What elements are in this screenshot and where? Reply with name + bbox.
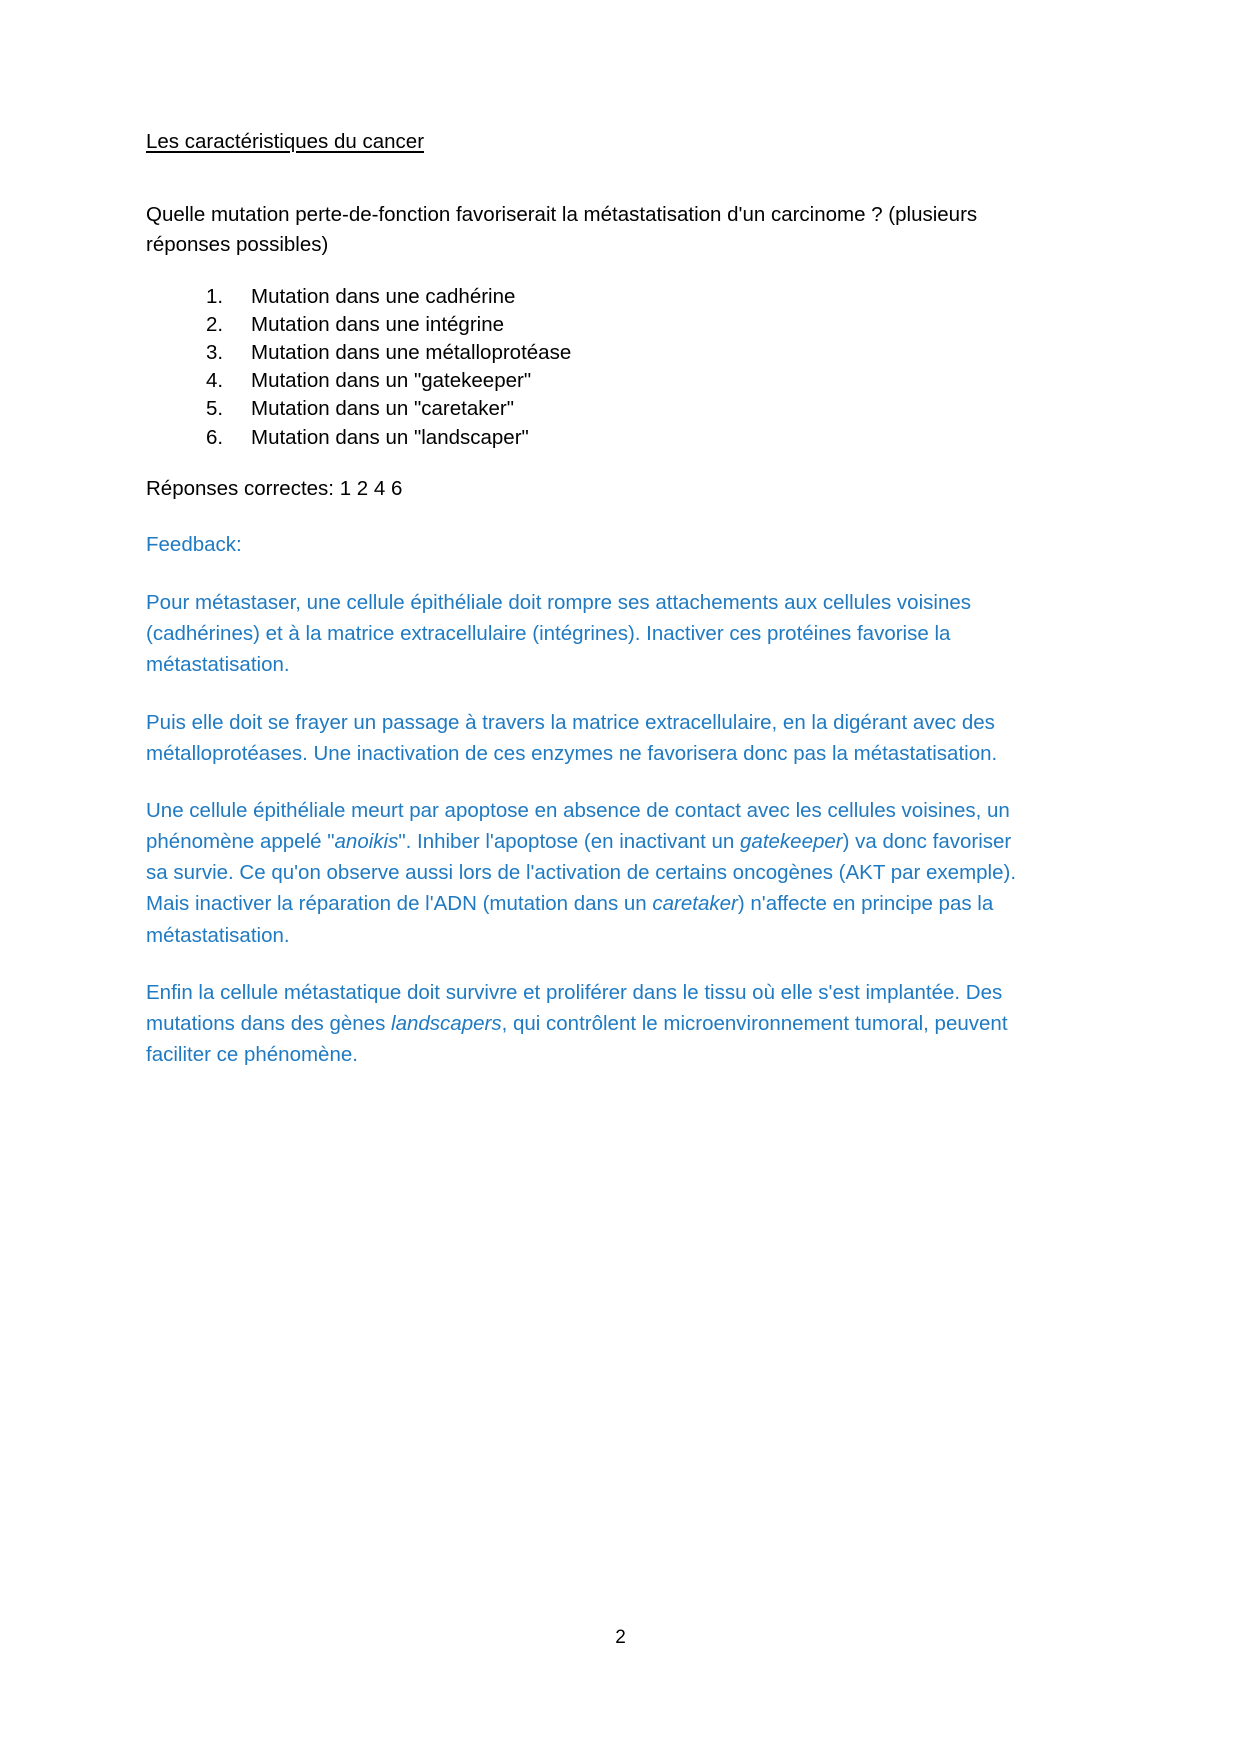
- answer-option-label: Mutation dans une cadhérine: [251, 285, 516, 309]
- answer-option-4: [206, 367, 1026, 395]
- text-run: Une cellule épithéliale meurt par apoptose en absence de contact avec les cellules voisines, un phénomène appelé ": [146, 798, 1010, 854]
- answer-option-label: Mutation dans une intégrine: [251, 313, 505, 337]
- page-title: Les caractéristiques du cancer: [146, 130, 425, 153]
- answer-option-5: [206, 395, 1026, 423]
- feedback-paragraph-4: [146, 977, 1026, 1070]
- feedback-paragraph-1: [146, 587, 1026, 680]
- text-run: , qui contrôlent le microenvironnement tumoral, peuvent faciliter ce phénomène.: [146, 1011, 1008, 1067]
- text-run: ". Inhiber l'apoptose (en inactivant un: [398, 830, 741, 854]
- emphasized-term: anoikis: [334, 830, 399, 854]
- answer-option-label: Mutation dans un "landscaper": [251, 425, 529, 449]
- text-run: ) va donc favoriser sa survie. Ce qu'on observe aussi lors de l'activation de certains oncogènes (AKT par exemple). Mais inactiver la réparation de l'ADN (mutation dans un: [146, 830, 1017, 916]
- text-run: Pour métastaser, une cellule épithéliale doit rompre ses attachements aux cellules voisines (cadhérines) et à la matrice extracellulaire (intégrines). Inactiver ces protéines favorise la métastatisation.: [146, 591, 971, 677]
- emphasized-term: landscapers: [391, 1011, 502, 1035]
- question-text: Quelle mutation perte-de-fonction favoriserait la métastatisation d'un carcinome ? (plusieurs réponses possibles): [146, 202, 978, 257]
- answer-options-list: [146, 283, 1026, 451]
- emphasized-term: caretaker: [652, 892, 738, 916]
- text-run: ) n'affecte en principe pas la métastatisation.: [146, 892, 994, 947]
- text-run: Enfin la cellule métastatique doit survivre et proliférer dans le tissu où elle s'est implantée. Des mutations dans des gènes: [146, 980, 1003, 1035]
- answer-option-label: Mutation dans un "gatekeeper": [251, 369, 532, 393]
- feedback-paragraph-2: [146, 707, 1026, 769]
- answer-option-label: Mutation dans une métalloprotéase: [251, 341, 572, 365]
- emphasized-term: gatekeeper: [740, 830, 843, 854]
- answer-option-6: [206, 424, 1026, 452]
- feedback-paragraph-3: [146, 795, 1026, 951]
- correct-answers-line: Réponses correctes: 1 2 4 6: [146, 476, 403, 500]
- answer-option-2: [206, 311, 1026, 339]
- answer-option-label: Mutation dans un "caretaker": [251, 397, 514, 421]
- answer-option-3: [206, 339, 1026, 367]
- page-number: 2: [615, 1627, 626, 1648]
- page-title-wrapper: [146, 128, 1026, 178]
- text-run: Puis elle doit se frayer un passage à travers la matrice extracellulaire, en la digérant avec des métalloprotéases. Une inactivation de ces enzymes ne favorisera donc pas la métastatisation.: [146, 710, 998, 765]
- answer-option-1: [206, 283, 1026, 311]
- document-body: [146, 128, 1026, 1070]
- feedback-label: Feedback:: [146, 533, 242, 557]
